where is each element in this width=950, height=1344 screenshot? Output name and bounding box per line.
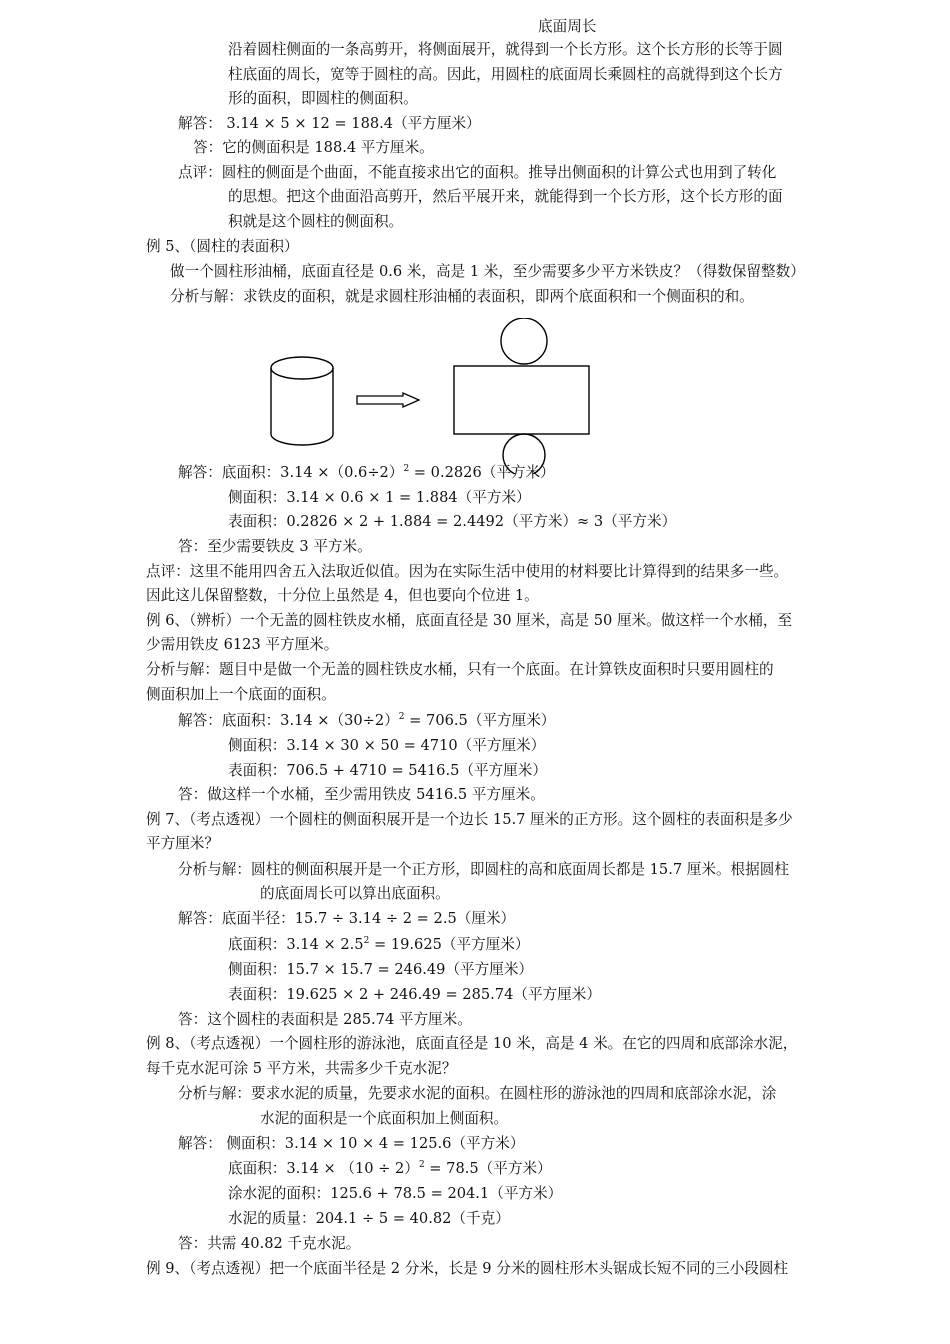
comment-line: 积就是这个圆柱的侧面积。 [228, 213, 404, 230]
question-line: 例 8、（考点透视）一个圆柱形的游泳池，底面直径是 10 米，高是 4 米。在它的四周和底部涂水泥， [146, 1035, 798, 1052]
solution-line: 涂水泥的面积：125.6 + 78.5 = 204.1（平方米） [228, 1185, 563, 1202]
comment-line: 因此这儿保留整数，十分位上虽然是 4，但也要向个位进 1。 [146, 587, 539, 604]
question-line: 每千克水泥可涂 5 平方米，共需多少千克水泥？ [146, 1060, 457, 1077]
question-line: 例 6、（辨析）一个无盖的圆柱铁皮水桶，底面直径是 30 厘米，高是 50 厘米。做这样一个水桶，至 [146, 612, 793, 629]
analysis-line: 分析与解：题目中是做一个无盖的圆柱铁皮水桶，只有一个底面。在计算铁皮面积时只要用圆柱的 [146, 661, 774, 678]
lateral-rectangle [454, 366, 589, 434]
solution-line: 底面积：$3.14 \times (10 \div 2)^2 = 78.5$（平方米） [228, 1160, 552, 1177]
solution-line: 解答：底面积：$3.14 \times(30\div 2)^2 = 706.5$（平方厘米） [178, 712, 556, 729]
answer-line: 答：它的侧面积是 188.4 平方厘米。 [193, 139, 434, 156]
arrow-icon [357, 393, 419, 407]
question-line: 做一个圆柱形油桶，底面直径是 0.6 米，高是 1 米，至少需要多少平方米铁皮？（得数保留整数） [170, 263, 805, 280]
question-line: 例 7、（考点透视）一个圆柱的侧面积展开是一个边长 15.7 厘米的正方形。这个圆柱的表面积是多少 [146, 811, 793, 828]
analysis-line: 侧面积加上一个底面的面积。 [146, 686, 336, 703]
solution-line: 解答：底面积：$3.14 \times(0.6\div 2)^2 = 0.2826$（平方米） [178, 464, 555, 481]
solution-line: 侧面积：3.14 × 30 × 50 = 4710（平方厘米） [228, 737, 546, 754]
solution-line: 表面积：706.5 + 4710 = 5416.5（平方厘米） [228, 762, 547, 779]
question-line: 少需用铁皮 6123 平方厘米。 [146, 636, 339, 653]
page-header: 底面周长 [538, 18, 597, 35]
question-line: 例 9、（考点透视）把一个底面半径是 2 分米，长是 9 分米的圆柱形木头锯成长短不同的三小段圆柱 [146, 1260, 789, 1277]
solution-line: 表面积：19.625 × 2 + 246.49 = 285.74（平方厘米） [228, 986, 601, 1003]
analysis-line: 的底面周长可以算出底面积。 [260, 885, 450, 902]
unfolded-net [454, 318, 589, 474]
paragraph-line: 形的面积，即圆柱的侧面积。 [228, 90, 418, 107]
comment-line: 点评：这里不能用四舍五入法取近似值。因为在实际生活中使用的材料要比计算得到的结果多一些。 [146, 563, 789, 580]
solution-line: 侧面积：15.7 × 15.7 = 246.49（平方厘米） [228, 961, 534, 978]
paragraph-line: 沿着圆柱侧面的一条高剪开，将侧面展开，就得到一个长方形。这个长方形的长等于圆 [228, 41, 783, 58]
analysis-line: 分析与解：求铁皮的面积，就是求圆柱形油桶的表面积，即两个底面积和一个侧面积的和。 [170, 288, 754, 305]
solution-line: 解答： 3.14 × 5 × 12 = 188.4（平方厘米） [178, 115, 481, 132]
example-title: 例 5、（圆柱的表面积） [146, 238, 299, 255]
answer-line: 答：做这样一个水桶，至少需用铁皮 5416.5 平方厘米。 [178, 786, 545, 803]
analysis-line: 水泥的面积是一个底面积加上侧面积。 [260, 1110, 509, 1127]
answer-line: 答：至少需要铁皮 3 平方米。 [178, 538, 372, 555]
cylinder-figure [271, 357, 333, 445]
comment-line: 点评：圆柱的侧面是个曲面，不能直接求出它的面积。推导出侧面积的计算公式也用到了转化 [178, 164, 777, 181]
question-line: 平方厘米？ [146, 835, 219, 852]
top-circle [501, 318, 547, 364]
analysis-line: 分析与解：圆柱的侧面积展开是一个正方形，即圆柱的高和底面周长都是 15.7 厘米。根据圆柱 [178, 861, 789, 878]
comment-line: 的思想。把这个曲面沿高剪开，然后平展开来，就能得到一个长方形，这个长方形的面 [228, 188, 783, 205]
analysis-line: 分析与解：要求水泥的质量，先要求水泥的面积。在圆柱形的游泳池的四周和底部涂水泥，涂 [178, 1085, 777, 1102]
solution-line: 侧面积：3.14 × 0.6 × 1 = 1.884（平方米） [228, 489, 531, 506]
answer-line: 答：这个圆柱的表面积是 285.74 平方厘米。 [178, 1011, 472, 1028]
solution-line: 底面积：$3.14 \times 2.5^2 = 19.625$（平方厘米） [228, 936, 530, 953]
solution-line: 解答： 侧面积：3.14 × 10 × 4 = 125.6（平方米） [178, 1135, 525, 1152]
solution-line: 表面积：0.2826 × 2 + 1.884 = 2.4492（平方米）≈ 3（平方米） [228, 513, 677, 530]
solution-line: 解答：底面半径：15.7 ÷ 3.14 ÷ 2 = 2.5（厘米） [178, 910, 516, 927]
paragraph-line: 柱底面的周长，宽等于圆柱的高。因此，用圆柱的底面周长乘圆柱的高就得到这个长方 [228, 66, 783, 83]
cylinder-net-diagram [255, 318, 615, 474]
solution-line: 水泥的质量：204.1 ÷ 5 = 40.82（千克） [228, 1210, 510, 1227]
answer-line: 答：共需 40.82 千克水泥。 [178, 1235, 361, 1252]
